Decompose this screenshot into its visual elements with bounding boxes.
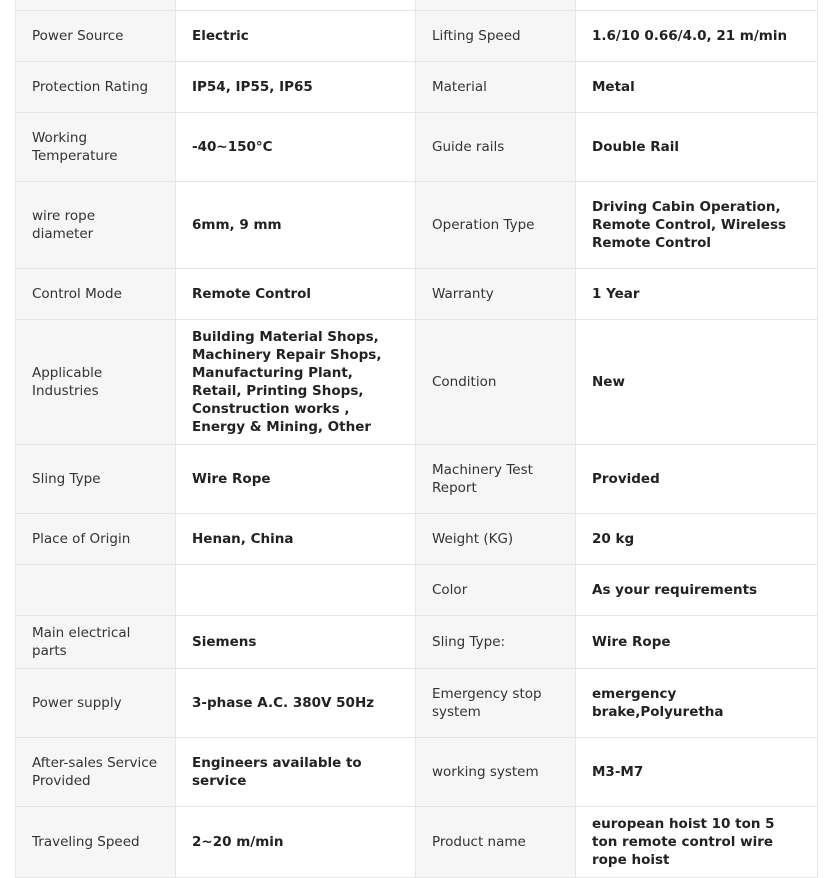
spec-key: Working Temperature [16, 113, 176, 182]
table-row [16, 11, 818, 62]
table-row [16, 514, 818, 565]
spec-value: Double Rail [576, 113, 818, 182]
spec-value [176, 565, 416, 616]
spec-key: Sling Type [16, 445, 176, 514]
spec-key: Product name [416, 807, 576, 878]
spec-key: Emergency stop system [416, 669, 576, 738]
spec-value: Wire Rope [176, 445, 416, 514]
table-row [16, 182, 818, 269]
spec-value: 20 kg [576, 514, 818, 565]
spec-key: After-sales Service Provided [16, 738, 176, 807]
table-row [16, 0, 818, 11]
spec-key [416, 0, 576, 11]
spec-value: 2~20 m/min [176, 807, 416, 878]
specifications-table [15, 0, 818, 878]
spec-key: Power Source [16, 11, 176, 62]
spec-key: Main electrical parts [16, 616, 176, 669]
spec-value: Driving Cabin Operation, Remote Control, Wireless Remote Control [576, 182, 818, 269]
spec-value: Wire Rope [576, 616, 818, 669]
spec-key: Power supply [16, 669, 176, 738]
spec-value: Remote Control [176, 269, 416, 320]
spec-value: Electric [176, 11, 416, 62]
spec-key: Machinery Test Report [416, 445, 576, 514]
spec-key: Sling Type: [416, 616, 576, 669]
spec-key: Operation Type [416, 182, 576, 269]
spec-key: Control Mode [16, 269, 176, 320]
spec-key: Traveling Speed [16, 807, 176, 878]
spec-key [16, 0, 176, 11]
spec-key: Place of Origin [16, 514, 176, 565]
spec-value: -40~150°C [176, 113, 416, 182]
table-row [16, 320, 818, 445]
spec-key: Weight (KG) [416, 514, 576, 565]
spec-key: Applicable Industries [16, 320, 176, 445]
spec-key: Color [416, 565, 576, 616]
spec-value: M3-M7 [576, 738, 818, 807]
spec-value: european hoist 10 ton 5 ton remote control wire rope hoist [576, 807, 818, 878]
table-row [16, 113, 818, 182]
spec-value: emergency brake,Polyuretha [576, 669, 818, 738]
spec-value [576, 0, 818, 11]
spec-value: Engineers available to service [176, 738, 416, 807]
table-row [16, 738, 818, 807]
spec-key: wire rope diameter [16, 182, 176, 269]
table-row [16, 62, 818, 113]
spec-value: Building Material Shops, Machinery Repair Shops, Manufacturing Plant, Retail, Printing Shops, Construction works , Energy & Mining, Other [176, 320, 416, 445]
spec-value: 3-phase A.C. 380V 50Hz [176, 669, 416, 738]
table-row [16, 616, 818, 669]
spec-key: Guide rails [416, 113, 576, 182]
spec-value: 6mm, 9 mm [176, 182, 416, 269]
spec-value: New [576, 320, 818, 445]
spec-key: Warranty [416, 269, 576, 320]
spec-value: 1.6/10 0.66/4.0, 21 m/min [576, 11, 818, 62]
table-row [16, 445, 818, 514]
spec-value: IP54, IP55, IP65 [176, 62, 416, 113]
spec-value: Siemens [176, 616, 416, 669]
spec-key: Protection Rating [16, 62, 176, 113]
spec-value: Henan, China [176, 514, 416, 565]
spec-key: Condition [416, 320, 576, 445]
spec-value [176, 0, 416, 11]
spec-key [16, 565, 176, 616]
spec-key: working system [416, 738, 576, 807]
spec-key: Material [416, 62, 576, 113]
spec-value: Provided [576, 445, 818, 514]
spec-value: Metal [576, 62, 818, 113]
spec-key: Lifting Speed [416, 11, 576, 62]
spec-value: As your requirements [576, 565, 818, 616]
table-row [16, 565, 818, 616]
table-row [16, 669, 818, 738]
table-row [16, 269, 818, 320]
table-row [16, 807, 818, 878]
spec-value: 1 Year [576, 269, 818, 320]
